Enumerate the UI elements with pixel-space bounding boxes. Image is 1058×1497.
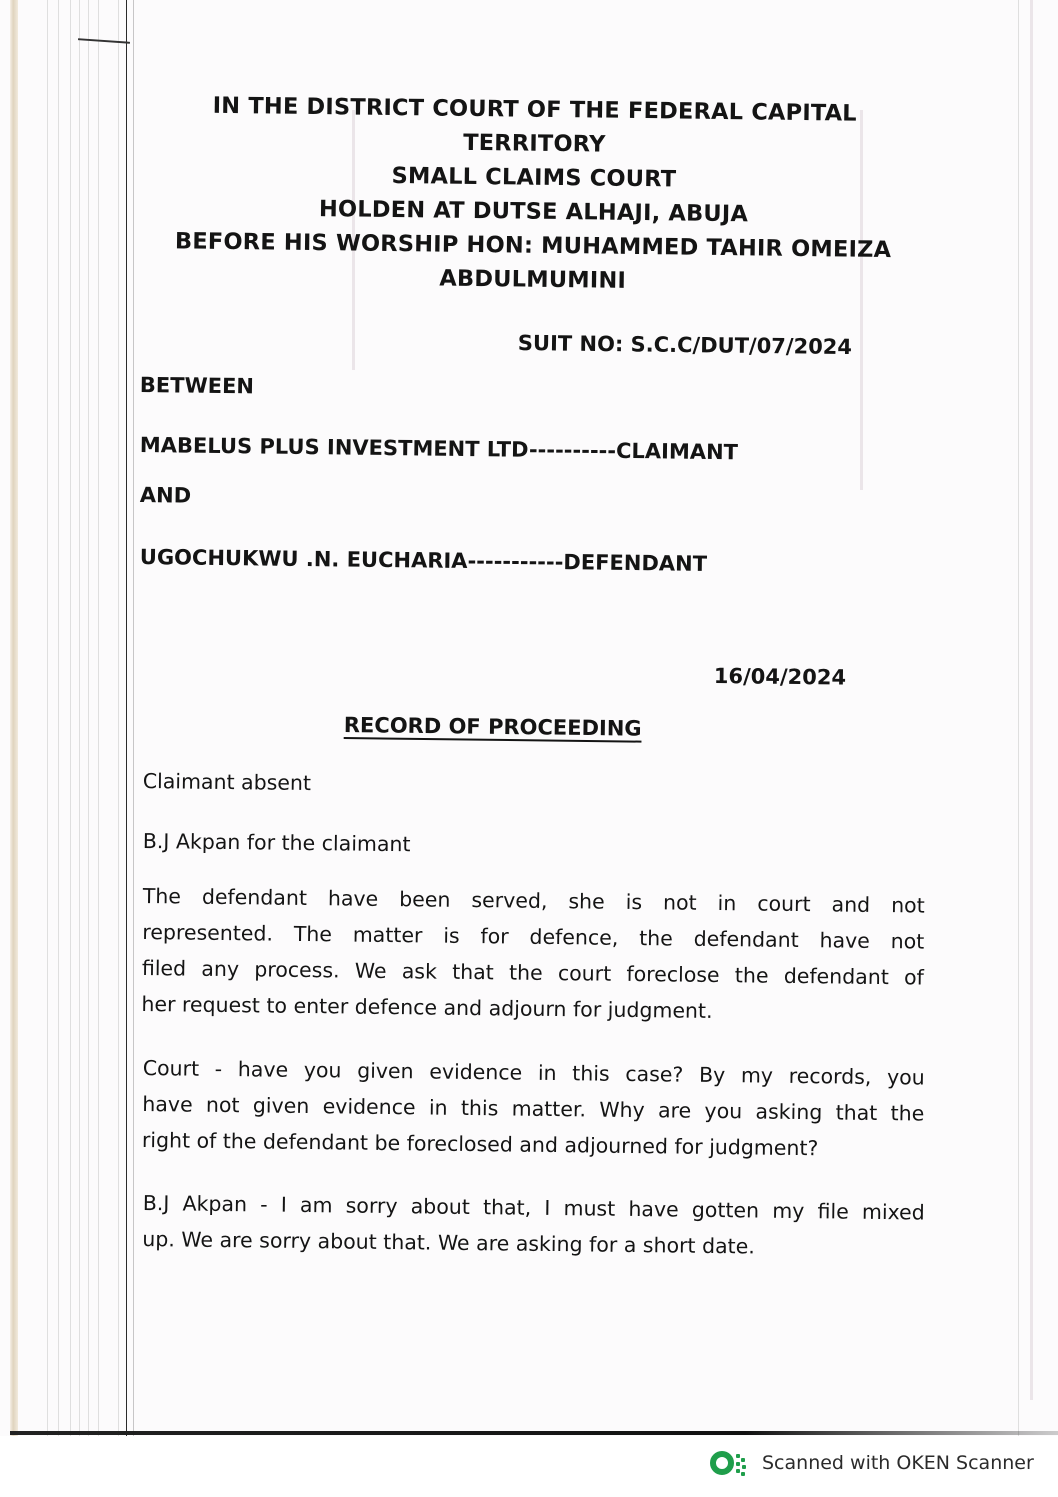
bleed-line [79, 0, 80, 1436]
margin-line [133, 0, 134, 1436]
paragraph-claimant-absent: Claimant absent [142, 768, 312, 796]
header-line: IN THE DISTRICT COURT OF THE FEDERAL CAPITAL [212, 92, 857, 127]
page-bottom-edge [10, 1431, 1058, 1435]
paragraph-counsel-submission [141, 878, 925, 1032]
paragraph-line: The defendant have been served, she is not in court and not [142, 883, 925, 918]
court-header [148, 88, 920, 301]
paragraph-counsel-reply [142, 1185, 925, 1267]
bleed-line [70, 0, 71, 1436]
suit-number: SUIT NO: S.C.C/DUT/07/2024 [517, 331, 853, 360]
paper-edge [10, 0, 18, 1436]
bleed-line [88, 0, 89, 1436]
bleed-line [98, 0, 99, 1436]
paragraph-line: up. We are sorry about that. We are asking for a short date. [142, 1226, 755, 1259]
bleed-line [58, 0, 59, 1436]
bleed-line [1018, 0, 1019, 1436]
paragraph-line: represented. The matter is for defence, the defendant have not [142, 919, 925, 954]
bleed-mark [1030, 0, 1033, 1400]
between-label: BETWEEN [139, 373, 255, 399]
pen-mark [78, 38, 130, 44]
scanner-watermark [708, 1445, 1034, 1481]
claimant-line: MABELUS PLUS INVESTMENT LTD----------CLAIMANT [139, 433, 739, 465]
record-title: RECORD OF PROCEEDING [343, 713, 642, 741]
scanner-text: Scanned with OKEN Scanner [762, 1452, 1034, 1474]
paragraph-court-question [142, 1050, 925, 1168]
paragraph-line: have not given evidence in this matter. Why are you asking that the [142, 1091, 925, 1126]
proceeding-date: 16/04/2024 [713, 664, 847, 690]
margin-line [126, 0, 127, 1436]
oken-scanner-logo-icon [708, 1446, 748, 1480]
header-line: ABDULMUMINI [439, 265, 627, 294]
paragraph-line: her request to enter defence and adjourn for judgment. [141, 991, 713, 1023]
paragraph-line: B.J Akpan - I am sorry about that, I must have gotten my file mixed [142, 1190, 925, 1225]
header-line: BEFORE HIS WORSHIP HON: MUHAMMED TAHIR OMEIZA [174, 228, 892, 264]
bleed-line [47, 0, 48, 1436]
bleed-line [118, 0, 119, 1436]
header-line: TERRITORY [462, 129, 606, 158]
defendant-line: UGOCHUKWU .N. EUCHARIA-----------DEFENDANT [139, 545, 708, 576]
paragraph-line: Court - have you given evidence in this case? By my records, you [142, 1055, 925, 1090]
header-line: SMALL CLAIMS COURT [391, 162, 677, 193]
and-label: AND [139, 483, 192, 508]
paragraph-line: right of the defendant be foreclosed and adjourned for judgment? [141, 1127, 819, 1161]
header-line: HOLDEN AT DUTSE ALHAJI, ABUJA [318, 196, 749, 228]
paragraph-counsel: B.J Akpan for the claimant [142, 828, 411, 857]
paragraph-line: filed any process. We ask that the court foreclose the defendant of [141, 955, 924, 990]
